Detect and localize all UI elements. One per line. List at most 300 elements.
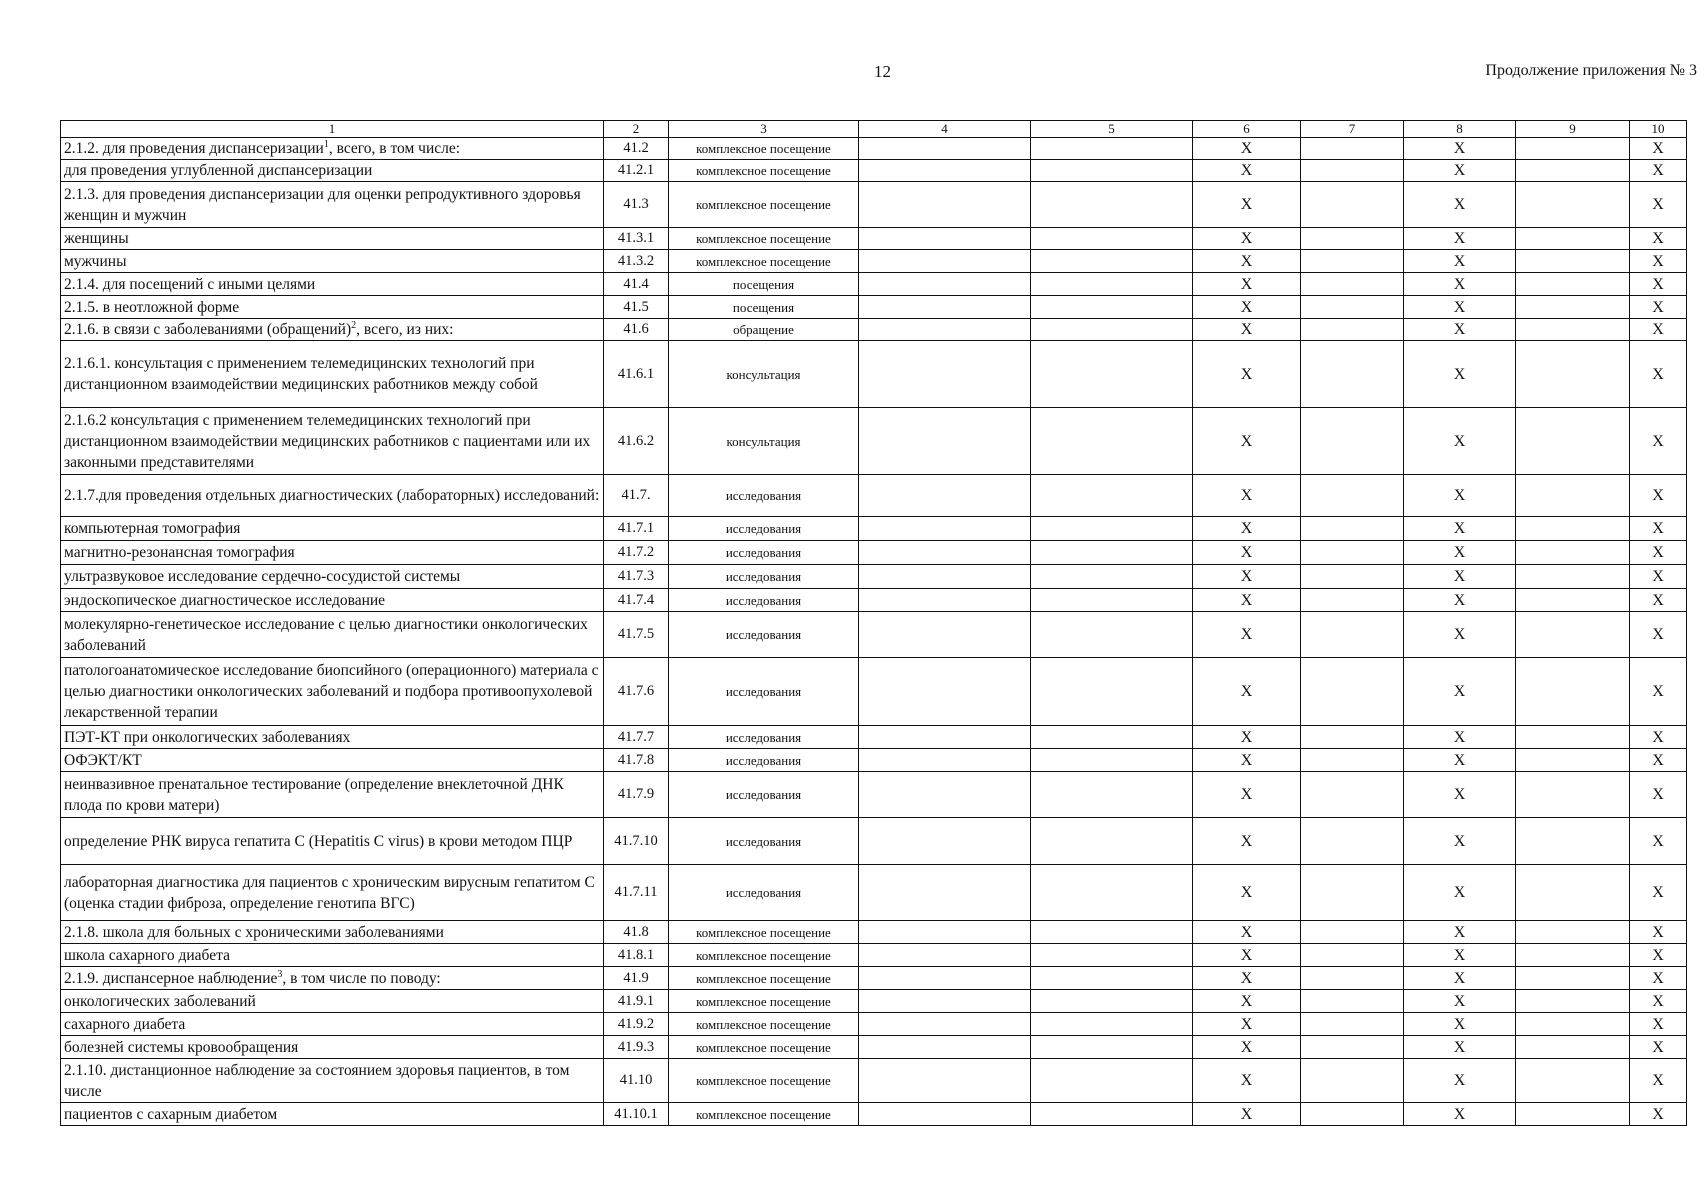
row-unit: консультация xyxy=(669,408,859,475)
row-code: 41.6 xyxy=(604,319,669,341)
x-mark: X xyxy=(1630,296,1687,319)
x-mark: X xyxy=(1193,990,1301,1013)
row-unit: исследования xyxy=(669,749,859,772)
x-mark: X xyxy=(1630,865,1687,921)
x-mark: X xyxy=(1630,726,1687,749)
empty-cell xyxy=(859,228,1031,250)
row-unit: исследования xyxy=(669,612,859,658)
x-mark: X xyxy=(1630,1059,1687,1103)
row-code: 41.7.4 xyxy=(604,589,669,612)
empty-cell xyxy=(1301,319,1404,341)
column-number-row xyxy=(61,121,1687,138)
x-mark: X xyxy=(1193,658,1301,726)
table-row xyxy=(61,517,1687,541)
column-header: 6 xyxy=(1193,121,1301,138)
x-mark: X xyxy=(1630,612,1687,658)
row-code: 41.2.1 xyxy=(604,160,669,182)
empty-cell xyxy=(1301,865,1404,921)
row-code: 41.5 xyxy=(604,296,669,319)
empty-cell xyxy=(1516,726,1630,749)
empty-cell xyxy=(1516,182,1630,228)
empty-cell xyxy=(859,1013,1031,1036)
row-code: 41.7.10 xyxy=(604,818,669,865)
empty-cell xyxy=(1516,772,1630,818)
table-row xyxy=(61,250,1687,273)
empty-cell xyxy=(1031,658,1193,726)
empty-cell xyxy=(1301,565,1404,589)
empty-cell xyxy=(1031,1059,1193,1103)
row-code: 41.10 xyxy=(604,1059,669,1103)
x-mark: X xyxy=(1193,138,1301,160)
empty-cell xyxy=(1031,475,1193,517)
row-code: 41.7.1 xyxy=(604,517,669,541)
row-label-cell xyxy=(61,749,604,772)
row-label-continuation: , всего, из них: xyxy=(356,321,454,338)
x-mark: X xyxy=(1193,541,1301,565)
empty-cell xyxy=(1031,250,1193,273)
empty-cell xyxy=(1516,565,1630,589)
table-row xyxy=(61,589,1687,612)
row-label: болезней системы кровообращения xyxy=(64,1038,299,1056)
x-mark: X xyxy=(1193,772,1301,818)
x-mark: X xyxy=(1630,341,1687,408)
row-label: 2.1.6.1. консультация с применением телемедицинских технологий при дистанционном взаимодействии медицинских работников между собой xyxy=(64,355,538,393)
row-unit: комплексное посещение xyxy=(669,921,859,944)
row-code: 41.10.1 xyxy=(604,1103,669,1126)
x-mark: X xyxy=(1193,865,1301,921)
row-label: лабораторная диагностика для пациентов с хроническим вирусным гепатитом С (оценка стадии фиброза, определение генотипа ВГС) xyxy=(64,873,595,912)
row-label-cell xyxy=(61,658,604,726)
column-header: 3 xyxy=(669,121,859,138)
empty-cell xyxy=(1031,341,1193,408)
row-unit: обращение xyxy=(669,319,859,341)
row-label-cell xyxy=(61,138,604,160)
x-mark: X xyxy=(1404,160,1516,182)
empty-cell xyxy=(1301,273,1404,296)
x-mark: X xyxy=(1193,1013,1301,1036)
row-label: 2.1.10. дистанционное наблюдение за состоянием здоровья пациентов, в том числе xyxy=(64,1061,570,1100)
row-label-cell xyxy=(61,475,604,517)
column-header: 5 xyxy=(1031,121,1193,138)
x-mark: X xyxy=(1630,228,1687,250)
table-row xyxy=(61,138,1687,160)
x-mark: X xyxy=(1630,408,1687,475)
empty-cell xyxy=(1516,967,1630,990)
empty-cell xyxy=(1031,408,1193,475)
empty-cell xyxy=(1516,1103,1630,1126)
x-mark: X xyxy=(1404,475,1516,517)
empty-cell xyxy=(1031,967,1193,990)
row-unit: комплексное посещение xyxy=(669,1103,859,1126)
empty-cell xyxy=(1031,726,1193,749)
row-label-cell xyxy=(61,1103,604,1126)
x-mark: X xyxy=(1404,967,1516,990)
row-label: онкологических заболеваний xyxy=(64,992,256,1010)
x-mark: X xyxy=(1630,589,1687,612)
column-header: 1 xyxy=(61,121,604,138)
empty-cell xyxy=(1301,990,1404,1013)
row-unit: посещения xyxy=(669,296,859,319)
table-row xyxy=(61,1103,1687,1126)
x-mark: X xyxy=(1630,565,1687,589)
row-unit: консультация xyxy=(669,341,859,408)
empty-cell xyxy=(1031,865,1193,921)
row-code: 41.9 xyxy=(604,967,669,990)
column-header: 9 xyxy=(1516,121,1630,138)
empty-cell xyxy=(859,565,1031,589)
x-mark: X xyxy=(1630,772,1687,818)
x-mark: X xyxy=(1193,273,1301,296)
row-label: 2.1.8. школа для больных с хроническими заболеваниями xyxy=(64,923,444,941)
empty-cell xyxy=(859,319,1031,341)
x-mark: X xyxy=(1630,319,1687,341)
empty-cell xyxy=(1301,1059,1404,1103)
row-label: молекулярно-генетическое исследование с целью диагностики онкологических заболеваний xyxy=(64,615,588,654)
row-unit: исследования xyxy=(669,565,859,589)
empty-cell xyxy=(859,541,1031,565)
x-mark: X xyxy=(1193,589,1301,612)
x-mark: X xyxy=(1630,990,1687,1013)
table-row xyxy=(61,541,1687,565)
empty-cell xyxy=(1516,250,1630,273)
row-label-cell xyxy=(61,1059,604,1103)
column-header: 4 xyxy=(859,121,1031,138)
appendix-continuation-label: Продолжение приложения № 3 xyxy=(1485,62,1697,79)
row-unit: исследования xyxy=(669,517,859,541)
row-label-cell xyxy=(61,228,604,250)
table-row xyxy=(61,1059,1687,1103)
row-label: для проведения углубленной диспансеризации xyxy=(64,162,373,179)
data-table xyxy=(60,120,1687,1126)
row-unit: исследования xyxy=(669,726,859,749)
row-label-cell xyxy=(61,772,604,818)
empty-cell xyxy=(859,341,1031,408)
x-mark: X xyxy=(1630,541,1687,565)
column-header: 7 xyxy=(1301,121,1404,138)
x-mark: X xyxy=(1404,1013,1516,1036)
x-mark: X xyxy=(1193,726,1301,749)
row-unit: исследования xyxy=(669,589,859,612)
x-mark: X xyxy=(1404,612,1516,658)
table-row xyxy=(61,228,1687,250)
empty-cell xyxy=(1516,341,1630,408)
empty-cell xyxy=(1516,319,1630,341)
x-mark: X xyxy=(1404,250,1516,273)
table-row xyxy=(61,160,1687,182)
row-code: 41.4 xyxy=(604,273,669,296)
table-row xyxy=(61,182,1687,228)
row-label: неинвазивное пренатальное тестирование (определение внеклеточной ДНК плода по крови матери) xyxy=(64,775,564,814)
row-label-cell xyxy=(61,818,604,865)
empty-cell xyxy=(859,160,1031,182)
empty-cell xyxy=(1516,749,1630,772)
x-mark: X xyxy=(1193,1059,1301,1103)
empty-cell xyxy=(1516,541,1630,565)
row-label: 2.1.2. для проведения диспансеризации xyxy=(64,140,324,157)
x-mark: X xyxy=(1404,944,1516,967)
empty-cell xyxy=(1031,517,1193,541)
empty-cell xyxy=(1301,182,1404,228)
column-header: 10 xyxy=(1630,121,1687,138)
table-row xyxy=(61,990,1687,1013)
row-label-cell xyxy=(61,341,604,408)
empty-cell xyxy=(1516,589,1630,612)
x-mark: X xyxy=(1404,296,1516,319)
x-mark: X xyxy=(1630,475,1687,517)
row-code: 41.7.3 xyxy=(604,565,669,589)
row-unit: исследования xyxy=(669,541,859,565)
x-mark: X xyxy=(1193,517,1301,541)
row-label-cell xyxy=(61,517,604,541)
x-mark: X xyxy=(1404,818,1516,865)
row-code: 41.7. xyxy=(604,475,669,517)
x-mark: X xyxy=(1630,818,1687,865)
row-code: 41.8.1 xyxy=(604,944,669,967)
empty-cell xyxy=(859,1103,1031,1126)
empty-cell xyxy=(859,296,1031,319)
table-row xyxy=(61,726,1687,749)
empty-cell xyxy=(1516,865,1630,921)
x-mark: X xyxy=(1404,1103,1516,1126)
x-mark: X xyxy=(1404,517,1516,541)
empty-cell xyxy=(1031,319,1193,341)
empty-cell xyxy=(859,475,1031,517)
table-row xyxy=(61,273,1687,296)
empty-cell xyxy=(859,182,1031,228)
empty-cell xyxy=(1516,273,1630,296)
empty-cell xyxy=(1301,1013,1404,1036)
row-label: ОФЭКТ/КТ xyxy=(64,751,142,769)
empty-cell xyxy=(1031,565,1193,589)
empty-cell xyxy=(1301,228,1404,250)
row-unit: комплексное посещение xyxy=(669,138,859,160)
x-mark: X xyxy=(1404,182,1516,228)
row-code: 41.3.2 xyxy=(604,250,669,273)
table-row xyxy=(61,658,1687,726)
empty-cell xyxy=(1031,749,1193,772)
table-row xyxy=(61,749,1687,772)
row-label-cell xyxy=(61,967,604,990)
table-row xyxy=(61,818,1687,865)
row-label-cell xyxy=(61,250,604,273)
x-mark: X xyxy=(1404,138,1516,160)
x-mark: X xyxy=(1193,341,1301,408)
empty-cell xyxy=(1301,341,1404,408)
empty-cell xyxy=(1301,408,1404,475)
x-mark: X xyxy=(1193,1036,1301,1059)
row-label-cell xyxy=(61,273,604,296)
row-label-cell xyxy=(61,865,604,921)
empty-cell xyxy=(859,1036,1031,1059)
x-mark: X xyxy=(1404,921,1516,944)
empty-cell xyxy=(1516,944,1630,967)
row-unit: исследования xyxy=(669,772,859,818)
column-header: 8 xyxy=(1404,121,1516,138)
empty-cell xyxy=(1516,1059,1630,1103)
row-label-cell xyxy=(61,565,604,589)
empty-cell xyxy=(1031,541,1193,565)
row-code: 41.7.9 xyxy=(604,772,669,818)
empty-cell xyxy=(1301,138,1404,160)
row-label-cell xyxy=(61,319,604,341)
row-label: сахарного диабета xyxy=(64,1015,186,1033)
row-unit: исследования xyxy=(669,658,859,726)
x-mark: X xyxy=(1630,1013,1687,1036)
x-mark: X xyxy=(1193,612,1301,658)
row-label: женщины xyxy=(64,230,129,247)
row-code: 41.7.7 xyxy=(604,726,669,749)
empty-cell xyxy=(1031,160,1193,182)
x-mark: X xyxy=(1630,749,1687,772)
empty-cell xyxy=(1301,160,1404,182)
x-mark: X xyxy=(1630,273,1687,296)
empty-cell xyxy=(1516,658,1630,726)
x-mark: X xyxy=(1630,921,1687,944)
row-code: 41.7.8 xyxy=(604,749,669,772)
row-label: ультразвуковое исследование сердечно-сосудистой системы xyxy=(64,568,461,585)
x-mark: X xyxy=(1193,818,1301,865)
x-mark: X xyxy=(1404,273,1516,296)
x-mark: X xyxy=(1193,967,1301,990)
x-mark: X xyxy=(1404,319,1516,341)
empty-cell xyxy=(1516,296,1630,319)
row-unit: комплексное посещение xyxy=(669,182,859,228)
x-mark: X xyxy=(1404,341,1516,408)
empty-cell xyxy=(1516,228,1630,250)
x-mark: X xyxy=(1630,1103,1687,1126)
empty-cell xyxy=(1301,517,1404,541)
empty-cell xyxy=(1301,921,1404,944)
table-row xyxy=(61,565,1687,589)
empty-cell xyxy=(859,273,1031,296)
table-row xyxy=(61,612,1687,658)
x-mark: X xyxy=(1630,160,1687,182)
empty-cell xyxy=(1031,921,1193,944)
empty-cell xyxy=(1301,1103,1404,1126)
row-label-cell xyxy=(61,160,604,182)
row-label: определение РНК вируса гепатита С (Hepatitis C virus) в крови методом ПЦР xyxy=(64,832,573,850)
x-mark: X xyxy=(1193,319,1301,341)
x-mark: X xyxy=(1630,1036,1687,1059)
row-unit: комплексное посещение xyxy=(669,967,859,990)
empty-cell xyxy=(859,967,1031,990)
table-row xyxy=(61,1036,1687,1059)
empty-cell xyxy=(1516,1036,1630,1059)
empty-cell xyxy=(859,772,1031,818)
x-mark: X xyxy=(1193,749,1301,772)
x-mark: X xyxy=(1193,565,1301,589)
row-label-cell xyxy=(61,541,604,565)
empty-cell xyxy=(859,921,1031,944)
empty-cell xyxy=(1516,138,1630,160)
x-mark: X xyxy=(1630,944,1687,967)
row-code: 41.6.1 xyxy=(604,341,669,408)
empty-cell xyxy=(1301,296,1404,319)
table-row xyxy=(61,921,1687,944)
x-mark: X xyxy=(1630,967,1687,990)
row-code: 41.9.1 xyxy=(604,990,669,1013)
row-label: мужчины xyxy=(64,252,127,270)
row-code: 41.8 xyxy=(604,921,669,944)
table-row xyxy=(61,1013,1687,1036)
row-unit: комплексное посещение xyxy=(669,228,859,250)
x-mark: X xyxy=(1404,749,1516,772)
row-unit: комплексное посещение xyxy=(669,1059,859,1103)
x-mark: X xyxy=(1193,408,1301,475)
x-mark: X xyxy=(1630,138,1687,160)
empty-cell xyxy=(859,944,1031,967)
table-row xyxy=(61,408,1687,475)
x-mark: X xyxy=(1404,772,1516,818)
row-code: 41.6.2 xyxy=(604,408,669,475)
empty-cell xyxy=(859,726,1031,749)
x-mark: X xyxy=(1404,565,1516,589)
row-label: патологоанатомическое исследование биопсийного (операционного) материала с целью диагностики онкологических заболеваний и подбора противоопухолевой лекарственной терапии xyxy=(64,662,599,721)
row-code: 41.7.6 xyxy=(604,658,669,726)
row-unit: посещения xyxy=(669,273,859,296)
empty-cell xyxy=(1031,138,1193,160)
empty-cell xyxy=(859,250,1031,273)
row-code: 41.9.2 xyxy=(604,1013,669,1036)
row-label: 2.1.3. для проведения диспансеризации для оценки репродуктивного здоровья женщин и мужчин xyxy=(64,185,581,224)
row-code: 41.7.2 xyxy=(604,541,669,565)
row-label: 2.1.5. в неотложной форме xyxy=(64,298,240,316)
empty-cell xyxy=(1031,944,1193,967)
table-row xyxy=(61,967,1687,990)
empty-cell xyxy=(1516,408,1630,475)
x-mark: X xyxy=(1404,589,1516,612)
row-unit: комплексное посещение xyxy=(669,250,859,273)
row-label: эндоскопическое диагностическое исследование xyxy=(64,591,386,609)
footnote-marker: 2 xyxy=(351,319,357,331)
empty-cell xyxy=(1301,726,1404,749)
row-label: 2.1.6. в связи с заболеваниями (обращений) xyxy=(64,321,352,338)
empty-cell xyxy=(859,990,1031,1013)
x-mark: X xyxy=(1193,1103,1301,1126)
empty-cell xyxy=(1516,921,1630,944)
empty-cell xyxy=(1301,749,1404,772)
empty-cell xyxy=(1031,228,1193,250)
table-row xyxy=(61,296,1687,319)
empty-cell xyxy=(1516,818,1630,865)
x-mark: X xyxy=(1193,296,1301,319)
empty-cell xyxy=(1031,1103,1193,1126)
row-unit: комплексное посещение xyxy=(669,1013,859,1036)
empty-cell xyxy=(859,749,1031,772)
x-mark: X xyxy=(1193,182,1301,228)
row-label-cell xyxy=(61,408,604,475)
empty-cell xyxy=(1031,772,1193,818)
row-label-cell xyxy=(61,944,604,967)
empty-cell xyxy=(859,658,1031,726)
footnote-marker: 3 xyxy=(277,968,283,980)
row-label-cell xyxy=(61,296,604,319)
empty-cell xyxy=(1301,944,1404,967)
empty-cell xyxy=(1516,475,1630,517)
row-label: магнитно-резонансная томография xyxy=(64,544,295,561)
empty-cell xyxy=(1031,182,1193,228)
row-label: 2.1.6.2 консультация с применением телемедицинских технологий при дистанционном взаимодействии медицинских работников с пациентами или их законными представителями xyxy=(64,411,591,471)
empty-cell xyxy=(859,818,1031,865)
x-mark: X xyxy=(1404,726,1516,749)
empty-cell xyxy=(859,589,1031,612)
empty-cell xyxy=(1031,589,1193,612)
x-mark: X xyxy=(1193,475,1301,517)
empty-cell xyxy=(859,138,1031,160)
row-code: 41.7.5 xyxy=(604,612,669,658)
empty-cell xyxy=(1301,967,1404,990)
table-row xyxy=(61,341,1687,408)
